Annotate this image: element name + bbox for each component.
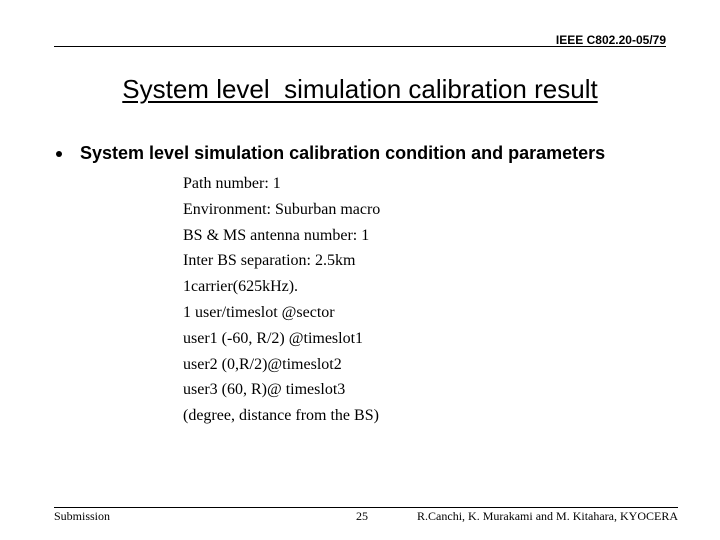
footer-divider [54,507,678,508]
parameter-item: 1carrier(625kHz). [183,278,299,296]
slide-title-text: System level simulation calibration result [122,74,598,104]
parameter-list [183,171,380,429]
parameter-item: user3 (60, R)@ timeslot3 [183,381,346,399]
parameter-item: Environment: Suburban macro [183,200,381,218]
bullet-text: System level simulation calibration condition and parameters [80,143,606,163]
parameter-item: 1 user/timeslot @sector [183,303,335,321]
footer-page-number: 25 [356,509,368,523]
footer-submission: Submission [54,509,111,523]
parameter-item: Inter BS separation: 2.5km [183,252,356,270]
parameter-item: user2 (0,R/2)@timeslot2 [183,355,342,373]
footer-authors: R.Canchi, K. Murakami and M. Kitahara, KYOCERA [417,509,678,523]
parameter-item: (degree, distance from the BS) [183,407,379,425]
parameter-item: BS & MS antenna number: 1 [183,226,370,244]
bullet-dot-icon [56,151,62,157]
bullet-item [56,143,605,164]
parameter-item: Path number: 1 [183,175,281,192]
header-divider [54,46,666,47]
document-id: IEEE C802.20-05/79 [555,33,666,47]
parameter-item: user1 (-60, R/2) @timeslot1 [183,329,364,347]
slide-title [0,74,720,105]
